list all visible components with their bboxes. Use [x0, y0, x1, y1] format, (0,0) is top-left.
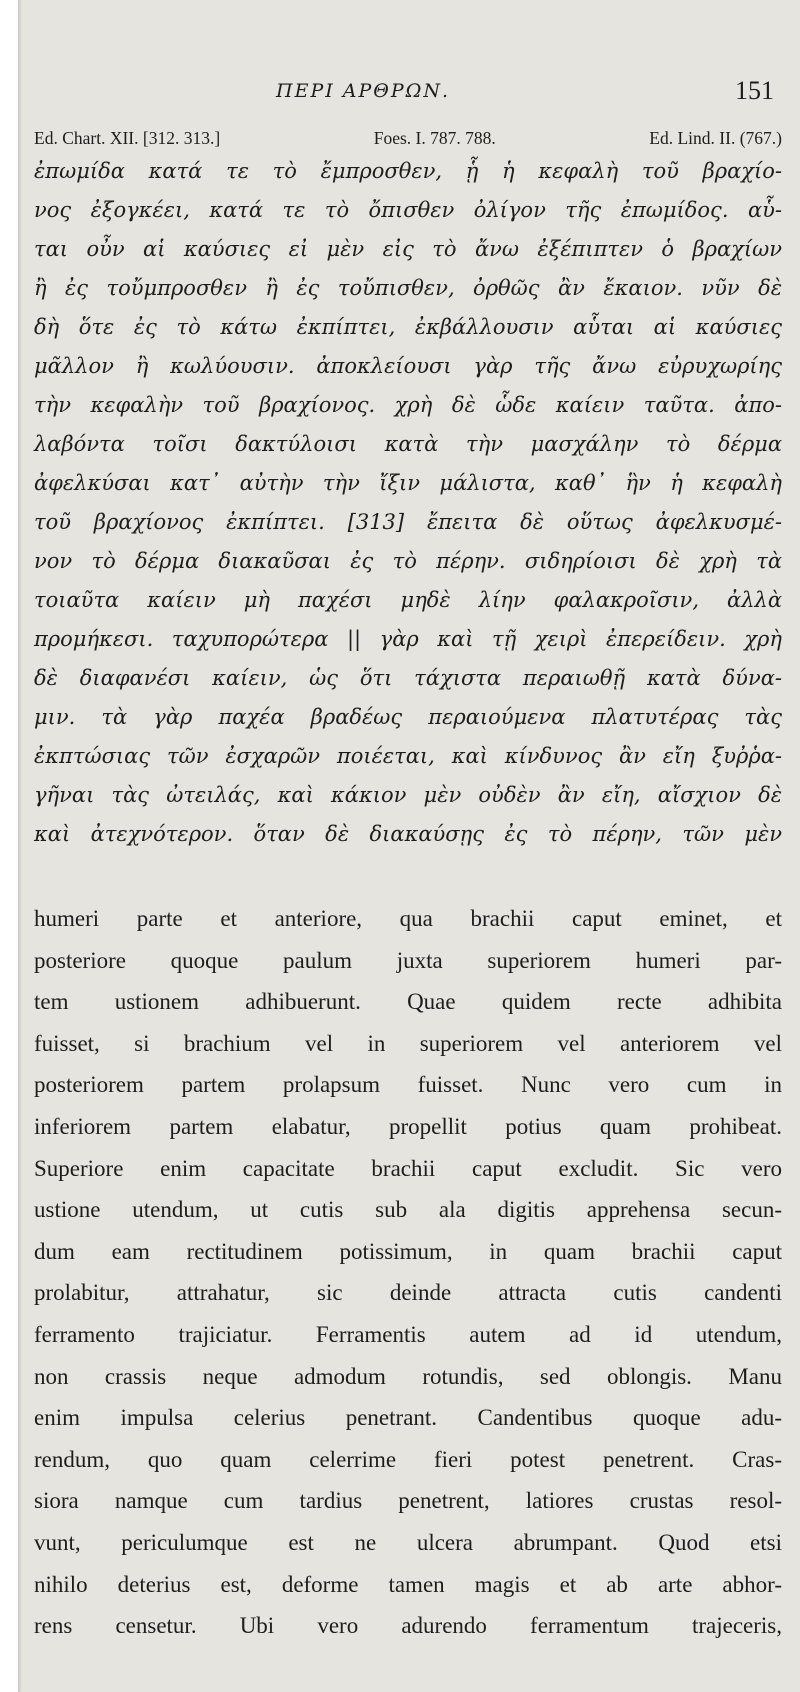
latin-line: posteriorem partem prolapsum fuisset. Nunc vero cum in	[34, 1072, 782, 1098]
latin-line: rendum, quo quam celerrime fieri potest penetrent. Cras-	[34, 1446, 782, 1472]
foesius-reference: Foes. I. 787. 788.	[373, 128, 496, 148]
greek-line: τὴν κεφαλὴν τοῦ βραχίονος. χρὴ δὲ ὧδε καίειν ταῦτα. ἀπο-	[34, 393, 782, 417]
chartier-reference: Ed. Chart. XII. [312. 313.]	[34, 128, 221, 148]
greek-line: νον τὸ δέρμα διακαῦσαι ἐς τὸ πέρην. σιδηρίοισι δὲ χρὴ τὰ	[34, 549, 782, 573]
page-edge-shadow	[18, 0, 22, 1692]
greek-line: δὲ διαφανέσι καίειν, ὡς ὅτι τάχιστα περαιωθῇ κατὰ δύνα-	[34, 666, 782, 690]
greek-line: μᾶλλον ἢ κωλύουσιν. ἀποκλείουσι γὰρ τῆς ἄνω εὐρυχωρίης	[34, 354, 782, 378]
latin-line: nihilo deterius est, deforme tamen magis et ab arte abhor-	[34, 1571, 782, 1597]
latin-line: prolabitur, attrahatur, sic deinde attracta cutis candenti	[34, 1280, 782, 1306]
book-page	[18, 0, 800, 1692]
greek-line: λαβόντα τοῖσι δακτύλοισι κατὰ τὴν μασχάλην τὸ δέρμα	[34, 432, 782, 456]
running-head	[18, 70, 800, 110]
latin-line: vunt, periculumque est ne ulcera abrumpant. Quod etsi	[34, 1529, 782, 1555]
greek-line: μιν. τὰ γὰρ παχέα βραδέως περαιούμενα πλατυτέρας τὰς	[34, 705, 782, 729]
greek-line: προμήκεσι. ταχυπορώτερα || γὰρ καὶ τῇ χειρὶ ἐπερείδειν. χρὴ	[34, 627, 782, 651]
latin-line: rens censetur. Ubi vero adurendo ferramentum trajeceris,	[34, 1613, 782, 1639]
running-title: ΠΕΡΙ ΑΡΘΡΩΝ.	[276, 80, 451, 102]
latin-line: dum eam rectitudinem potissimum, in quam brachii caput	[34, 1238, 782, 1264]
greek-line: ἐπωμίδα κατά τε τὸ ἔμπροσθεν, ᾗ ἡ κεφαλὴ τοῦ βραχίο-	[34, 159, 782, 183]
page-number: 151	[735, 76, 774, 105]
latin-line: ferramento trajiciatur. Ferramentis autem ad id utendum,	[34, 1321, 782, 1347]
greek-line: ἐκπτώσιας τῶν ἐσχαρῶν ποιέεται, καὶ κίνδυνος ἂν εἴη ξυῤῥα-	[34, 744, 782, 768]
linden-reference: Ed. Lind. II. (767.)	[649, 128, 782, 148]
latin-line: humeri parte et anteriore, qua brachii caput eminet, et	[34, 906, 782, 931]
greek-line: δὴ ὅτε ἐς τὸ κάτω ἐκπίπτει, ἐκβάλλουσιν αὗται αἱ καύσιες	[34, 315, 782, 339]
latin-text-block	[34, 898, 782, 1647]
latin-line: inferiorem partem elabatur, propellit potius quam prohibeat.	[34, 1113, 782, 1139]
greek-line: καὶ ἀτεχνότερον. ὅταν δὲ διακαύσῃς ἐς τὸ πέρην, τῶν μὲν	[34, 822, 782, 846]
latin-line: enim impulsa celerius penetrant. Candentibus quoque adu-	[34, 1405, 782, 1431]
latin-line: fuisset, si brachium vel in superiorem vel anteriorem vel	[34, 1030, 782, 1056]
greek-line: ἢ ἐς τοὔμπροσθεν ἢ ἐς τοὔπισθεν, ὀρθῶς ἂν ἔκαιον. νῦν δὲ	[34, 276, 782, 300]
latin-line: tem ustionem adhibuerunt. Quae quidem recte adhibita	[34, 989, 782, 1015]
greek-line: νος ἐξογκέει, κατά τε τὸ ὄπισθεν ὀλίγον τῆς ἐπωμίδος. αὗ-	[34, 198, 782, 222]
greek-line: ται οὖν αἱ καύσιες εἰ μὲν εἰς τὸ ἄνω ἐξέπιπτεν ὁ βραχίων	[34, 237, 782, 261]
greek-line: ἀφελκύσαι κατ᾿ αὐτὴν τὴν ἴξιν μάλιστα, καθ᾿ ἣν ἡ κεφαλὴ	[34, 471, 782, 495]
latin-line: Superiore enim capacitate brachii caput excludit. Sic vero	[34, 1155, 782, 1181]
latin-line: siora namque cum tardius penetrent, latiores crustas resol-	[34, 1488, 782, 1514]
greek-line: τοῦ βραχίονος ἐκπίπτει. [313] ἔπειτα δὲ οὕτως ἀφελκυσμέ-	[34, 510, 782, 534]
edition-references	[34, 128, 782, 149]
latin-line: non crassis neque admodum rotundis, sed oblongis. Manu	[34, 1363, 782, 1389]
latin-line: ustione utendum, ut cutis sub ala digitis apprehensa secun-	[34, 1197, 782, 1223]
greek-text-block	[34, 152, 782, 854]
latin-line: posteriore quoque paulum juxta superiorem humeri par-	[34, 947, 782, 973]
greek-line: τοιαῦτα καίειν μὴ παχέσι μηδὲ λίην φαλακροῖσιν, ἀλλὰ	[34, 588, 782, 612]
greek-line: γῆναι τὰς ὠτειλάς, καὶ κάκιον μὲν οὐδὲν ἂν εἴη, αἴσχιον δὲ	[34, 783, 782, 807]
